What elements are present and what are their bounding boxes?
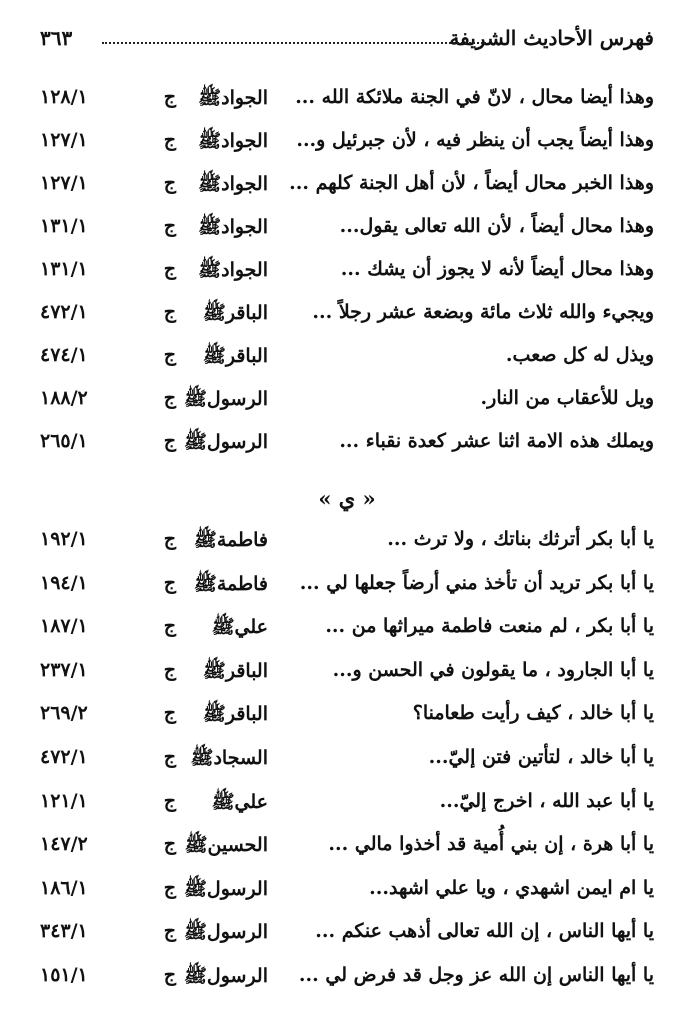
index-entry [40, 653, 654, 691]
running-title: فهرس الأحاديث الشريفة [449, 26, 654, 50]
index-entry [40, 827, 654, 865]
index-entry [40, 566, 654, 604]
section-heading-ya: « ي » [318, 486, 376, 511]
index-entry [40, 424, 654, 462]
page-reference: ١٩٢/١ [40, 528, 88, 550]
narrator-name: فاطمةﷺ [193, 529, 268, 551]
volume-marker: ج [163, 86, 176, 108]
hadith-text: يا أبا بكر تريد أن تأخذ مني أرضاً جعلها لي ... [299, 571, 654, 594]
narrator-name: الرسولﷺ [183, 921, 268, 944]
page-reference: ١٣١/١ [40, 258, 88, 280]
narrator-name: الجوادﷺ [198, 216, 268, 238]
index-entry [40, 914, 654, 952]
hadith-text: وهذا أيضاً يجب أن ينظر فيه ، لأن جبرئيل و... [296, 129, 654, 151]
page-reference: ١٨٧/١ [40, 615, 88, 638]
hadith-text: وهذا محال أيضاً ، لأن الله تعالى يقول... [339, 215, 654, 237]
narrator-name: الجوادﷺ [198, 87, 268, 109]
page-number: ٣٦٣ [40, 26, 73, 50]
volume-marker: ج [163, 172, 176, 194]
hadith-text: يا أبا عبد الله ، اخرج إليّ... [439, 789, 654, 812]
volume-marker: ج [163, 129, 176, 151]
volume-marker: ج [163, 430, 176, 452]
narrator-name: الباقرﷺ [202, 659, 268, 682]
hadith-text: يا ام ايمن اشهدي ، ويا علي اشهد... [369, 876, 654, 899]
hadith-text: يا أيها الناس إن الله عز وجل قد فرض لي ... [298, 964, 654, 986]
volume-marker: ج [163, 920, 176, 943]
hadith-text: ويل للأعقاب من النار. [480, 387, 654, 409]
volume-marker: ج [163, 658, 176, 681]
volume-marker: ج [163, 528, 176, 550]
index-entry [40, 80, 654, 118]
volume-marker: ج [163, 215, 176, 237]
volume-marker: ج [163, 964, 176, 986]
page-reference: ٤٧٤/١ [40, 344, 88, 366]
narrator-name: عليﷺ [211, 616, 268, 639]
page-reference: ١٢٨/١ [40, 86, 88, 108]
narrator-name: الرسولﷺ [183, 431, 268, 453]
page-reference: ١٢٧/١ [40, 172, 88, 194]
volume-marker: ج [163, 789, 176, 812]
narrator-name: فاطمةﷺ [193, 572, 268, 595]
hadith-text: وهذا الخبر محال أيضاً ، لأن أهل الجنة كلهم ... [289, 172, 654, 194]
dot-leader [102, 42, 486, 44]
index-entry [40, 166, 654, 204]
narrator-name: الباقرﷺ [202, 345, 268, 367]
index-entry [40, 252, 654, 290]
page-reference: ٣٤٣/١ [40, 920, 88, 943]
page-reference: ١٨٦/١ [40, 876, 88, 899]
hadith-text: يا أبا خالد ، لتأتين فتن إليّ... [428, 746, 654, 768]
narrator-name: الباقرﷺ [202, 302, 268, 324]
index-entry [40, 958, 654, 996]
page-reference: ٢٦٥/١ [40, 430, 88, 452]
hadith-text: ويجيء والله ثلاث مائة وبضعة عشر رجلاً ... [312, 301, 654, 323]
narrator-name: الرسولﷺ [183, 388, 268, 410]
hadith-text: يا أبا خالد ، كيف رأيت طعامنا؟ [412, 702, 654, 725]
page-reference: ٢٣٧/١ [40, 658, 88, 681]
index-entry [40, 871, 654, 909]
narrator-name: الحسينﷺ [184, 834, 268, 857]
volume-marker: ج [163, 702, 176, 725]
volume-marker: ج [163, 344, 176, 366]
volume-marker: ج [163, 301, 176, 323]
index-entry [40, 295, 654, 333]
hadith-text: يا أبا الجارود ، ما يقولون في الحسن و... [332, 658, 654, 681]
page-reference: ١٩٤/١ [40, 571, 88, 594]
volume-marker: ج [163, 571, 176, 594]
page-header [40, 22, 654, 56]
page-reference: ١٢٧/١ [40, 129, 88, 151]
volume-marker: ج [163, 258, 176, 280]
hadith-text: ويملك هذه الامة اثنا عشر كعدة نقباء ... [339, 430, 654, 452]
narrator-name: الجوادﷺ [198, 173, 268, 195]
page-reference: ١٣١/١ [40, 215, 88, 237]
hadith-text: يا أبا بكر أترثك بناتك ، ولا ترث ... [387, 528, 654, 550]
page-reference: ٤٧٢/١ [40, 746, 88, 768]
page-reference: ١٢١/١ [40, 789, 88, 812]
index-entry [40, 784, 654, 822]
index-entry [40, 609, 654, 647]
narrator-name: الجوادﷺ [198, 130, 268, 152]
page-reference: ١٤٧/٢ [40, 833, 88, 856]
volume-marker: ج [163, 876, 176, 899]
page-reference: ١٨٨/٢ [40, 387, 88, 409]
index-entry [40, 696, 654, 734]
index-entry [40, 381, 654, 419]
hadith-text: يا أبا بكر ، لم منعت فاطمة ميراثها من ... [325, 615, 654, 638]
hadith-text: يا أبا هرة ، إن بني أُمية قد أخذوا مالي ... [328, 833, 654, 856]
page-reference: ٢٦٩/٢ [40, 702, 88, 725]
narrator-name: الرسولﷺ [183, 877, 268, 900]
hadith-text: ويذل له كل صعب. [505, 344, 654, 366]
page-reference: ٤٧٢/١ [40, 301, 88, 323]
narrator-name: السجادﷺ [190, 747, 268, 769]
hadith-text: يا أيها الناس ، إن الله تعالى أذهب عنكم ... [315, 920, 654, 943]
index-entry [40, 338, 654, 376]
volume-marker: ج [163, 746, 176, 768]
index-entry [40, 123, 654, 161]
page-reference: ١٥١/١ [40, 964, 88, 986]
narrator-name: الرسولﷺ [183, 965, 268, 987]
hadith-text: وهذا محال أيضاً لأنه لا يجوز أن يشك ... [340, 258, 654, 280]
volume-marker: ج [163, 833, 176, 856]
index-entry [40, 209, 654, 247]
narrator-name: عليﷺ [211, 790, 268, 813]
narrator-name: الجوادﷺ [198, 259, 268, 281]
index-entry [40, 740, 654, 778]
volume-marker: ج [163, 387, 176, 409]
index-entry [40, 522, 654, 560]
volume-marker: ج [163, 615, 176, 638]
narrator-name: الباقرﷺ [202, 703, 268, 726]
hadith-text: وهذا أيضا محال ، لانّ في الجنة ملائكة الله ... [295, 86, 654, 108]
